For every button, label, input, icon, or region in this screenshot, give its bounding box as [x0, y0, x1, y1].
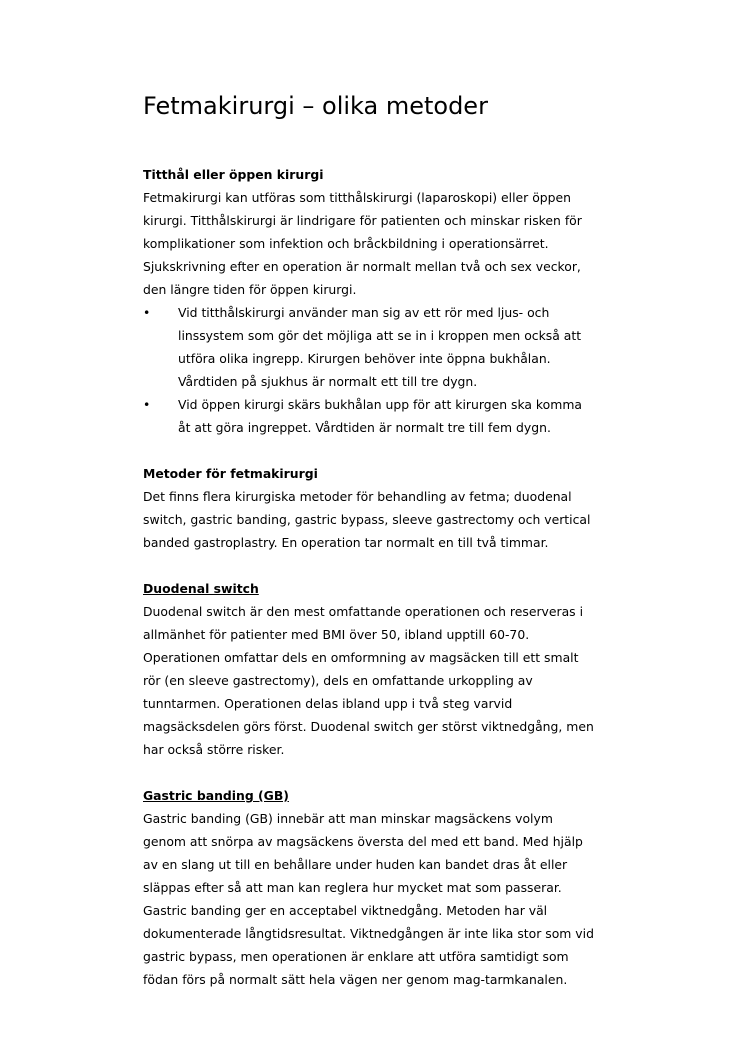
section-heading: Titthål eller öppen kirurgi — [143, 167, 324, 182]
text-line: Vid titthålskirurgi använder man sig av ett rör med ljus- och — [178, 305, 550, 320]
paragraph — [143, 485, 613, 554]
section-duodenal-switch — [143, 577, 613, 761]
text-line: kirurgi. Titthålskirurgi är lindrigare för patienten och minskar risken för — [143, 213, 582, 228]
text-line: gastric bypass, men operationen är enklare att utföra samtidigt som — [143, 949, 569, 964]
text-line: Gastric banding ger en acceptabel viktnedgång. Metoden har väl — [143, 903, 548, 918]
text-line: rör (en sleeve gastrectomy), dels en omfattande urkoppling av — [143, 673, 533, 688]
text-line: Sjukskrivning efter en operation är normalt mellan två och sex veckor, — [143, 259, 581, 274]
text-line: allmänhet för patienter med BMI över 50, ibland upptill 60-70. — [143, 627, 530, 642]
text-line: Gastric banding (GB) innebär att man minskar magsäckens volym — [143, 811, 553, 826]
section-titthal — [143, 163, 613, 439]
text-line: Vid öppen kirurgi skärs bukhålan upp för att kirurgen ska komma — [178, 397, 582, 412]
section-gastric-banding — [143, 784, 613, 991]
text-line: utföra olika ingrepp. Kirurgen behöver inte öppna bukhålan. — [178, 351, 551, 366]
text-line: Det finns flera kirurgiska metoder för behandling av fetma; duodenal — [143, 489, 572, 504]
document-body — [143, 163, 613, 991]
text-line: magsäcksdelen görs först. Duodenal switch ger störst viktnedgång, men — [143, 719, 594, 734]
text-line: Duodenal switch är den mest omfattande operationen och reserveras i — [143, 604, 584, 619]
text-line: släppas efter så att man kan reglera hur mycket mat som passerar. — [143, 880, 562, 895]
bullet-icon: • — [143, 305, 151, 320]
text-line: banded gastroplastry. En operation tar normalt en till två timmar. — [143, 535, 549, 550]
paragraph — [143, 186, 613, 301]
paragraph — [143, 600, 613, 761]
bullet-list — [143, 301, 613, 439]
text-line: Vårdtiden på sjukhus är normalt ett till tre dygn. — [178, 374, 478, 389]
text-line: switch, gastric banding, gastric bypass, sleeve gastrectomy och vertical — [143, 512, 591, 527]
text-line: komplikationer som infektion och bråckbildning i operationsärret. — [143, 236, 549, 251]
text-line: åt att göra ingreppet. Vårdtiden är normalt tre till fem dygn. — [178, 420, 551, 435]
text-line: linssystem som gör det möjliga att se in i kroppen men också att — [178, 328, 582, 343]
document-title: Fetmakirurgi – olika metoder — [143, 92, 488, 120]
text-line: genom att snörpa av magsäckens översta del med ett band. Med hjälp — [143, 834, 583, 849]
text-line: dokumenterade långtidsresultat. Viktnedgången är inte lika stor som vid — [143, 926, 594, 941]
section-heading: Gastric banding (GB) — [143, 788, 289, 803]
text-line: av en slang ut till en behållare under huden kan bandet dras åt eller — [143, 857, 568, 872]
text-line: har också större risker. — [143, 742, 285, 757]
section-heading: Duodenal switch — [143, 581, 259, 596]
text-line: tunntarmen. Operationen delas ibland upp i två steg varvid — [143, 696, 513, 711]
list-item — [143, 301, 613, 393]
bullet-icon: • — [143, 397, 151, 412]
section-heading: Metoder för fetmakirurgi — [143, 466, 318, 481]
text-line: Operationen omfattar dels en omformning av magsäcken till ett smalt — [143, 650, 579, 665]
list-item — [143, 393, 613, 439]
section-metoder — [143, 462, 613, 554]
text-line: den längre tiden för öppen kirurgi. — [143, 282, 357, 297]
text-line: födan förs på normalt sätt hela vägen ner genom mag-tarmkanalen. — [143, 972, 568, 987]
paragraph — [143, 807, 613, 991]
text-line: Fetmakirurgi kan utföras som titthålskirurgi (laparoskopi) eller öppen — [143, 190, 571, 205]
